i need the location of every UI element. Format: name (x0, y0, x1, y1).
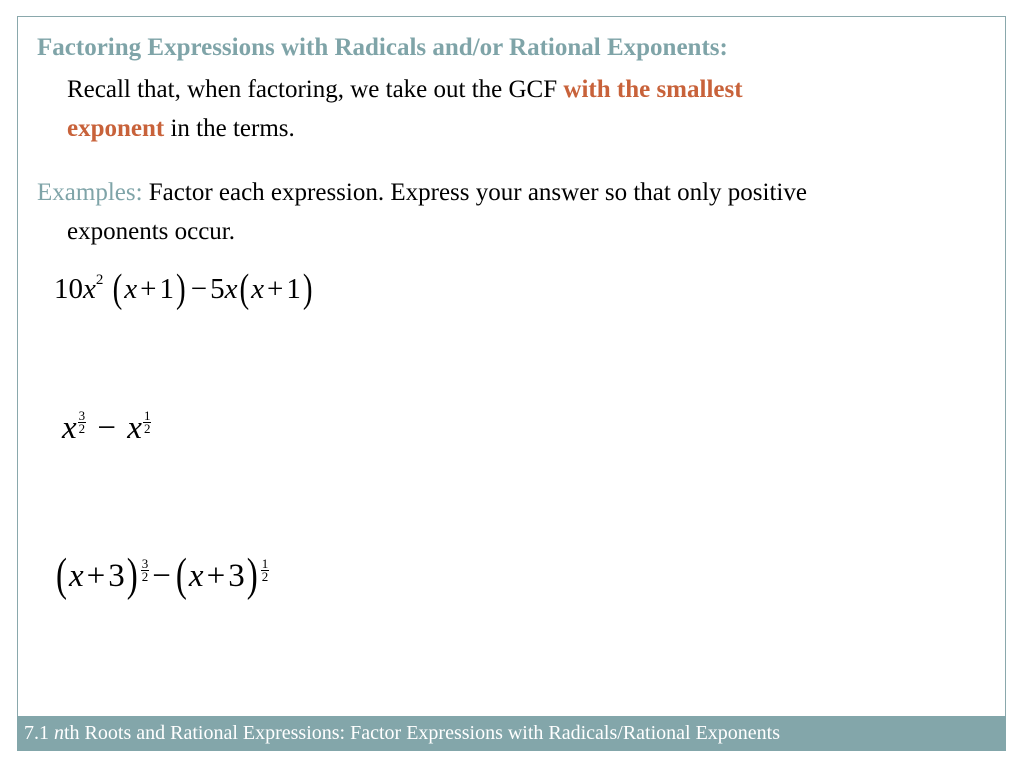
expr1-var-d: x (251, 273, 264, 305)
footer-prefix: 7.1 (24, 722, 54, 744)
examples-paragraph (37, 173, 807, 251)
expr1-one-a: 1 (159, 273, 175, 305)
expr1-plus-b: + (266, 273, 284, 305)
expr3-three-a: 3 (108, 558, 125, 594)
expr1-coef1: 10 (54, 273, 83, 305)
expr3-close-paren-b: ) (246, 550, 258, 601)
expr1-var-b: x (124, 273, 138, 305)
expr1-coef2: 5 (210, 273, 225, 305)
expr3-var-a: x (69, 558, 84, 594)
recall-line2-text: in the terms. (164, 115, 295, 142)
expr2-exp1-numerator: 3 (78, 408, 86, 423)
expr3-minus: − (152, 558, 171, 594)
recall-line1-highlight: with the smallest (563, 76, 743, 103)
expr2-var-b: x (127, 410, 142, 446)
footer-bar (17, 716, 1006, 751)
expr2-exponent-b (143, 410, 152, 435)
expr1-close-paren-b: ) (302, 266, 313, 312)
expr3-open-paren-b: ( (175, 550, 187, 601)
expr3-three-b: 3 (228, 558, 245, 594)
expr1-minus: − (190, 273, 208, 305)
expr2-minus: − (97, 410, 117, 446)
expr1-var-a: x (83, 273, 96, 305)
expr3-exp1-numerator: 3 (141, 556, 149, 571)
expr3-close-paren-a: ) (126, 550, 138, 601)
footer-n: n (54, 722, 64, 744)
expr1-exponent: 2 (95, 272, 104, 288)
expr2-exp2-denominator: 2 (143, 421, 151, 436)
expr1-close-paren-a: ) (176, 266, 186, 312)
expr3-var-b: x (188, 558, 204, 594)
expr3-exp1-denominator: 2 (141, 569, 149, 584)
expr1-open-paren-a: ( (112, 266, 123, 312)
expr3-plus-b: + (206, 558, 226, 594)
recall-paragraph (67, 70, 743, 148)
expr3-exponent-b (261, 558, 270, 583)
expr1-var-c: x (224, 273, 238, 305)
expr1-open-paren-b: ( (239, 266, 250, 312)
expression-1 (54, 266, 315, 312)
expr3-open-paren-a: ( (56, 550, 67, 601)
expression-2 (62, 410, 151, 447)
examples-line1-text: Factor each expression. Express your answer so that only positive (142, 179, 807, 206)
expr2-exponent-a (78, 410, 87, 435)
recall-line1-text: Recall that, when factoring, we take out the GCF (67, 76, 564, 103)
slide-title: Factoring Expressions with Radicals and/or Rational Exponents: (37, 34, 728, 61)
expr1-one-b: 1 (286, 273, 301, 305)
expr3-exponent-a (141, 558, 150, 583)
recall-line2-highlight: exponent (67, 115, 165, 142)
footer-text: th Roots and Rational Expressions: Factor Expressions with Radicals/Rational Exponents (64, 722, 781, 744)
expr2-var-a: x (62, 410, 77, 446)
expr3-plus-a: + (86, 558, 106, 594)
expr3-exp2-numerator: 1 (261, 556, 269, 571)
examples-label: Examples: (37, 179, 143, 206)
expression-3 (54, 550, 269, 601)
expr2-exp1-denominator: 2 (78, 421, 86, 436)
examples-line2-text: exponents occur. (67, 218, 236, 245)
expr3-exp2-denominator: 2 (261, 569, 269, 584)
expr2-exp2-numerator: 1 (143, 408, 151, 423)
expr1-plus-a: + (140, 273, 157, 305)
